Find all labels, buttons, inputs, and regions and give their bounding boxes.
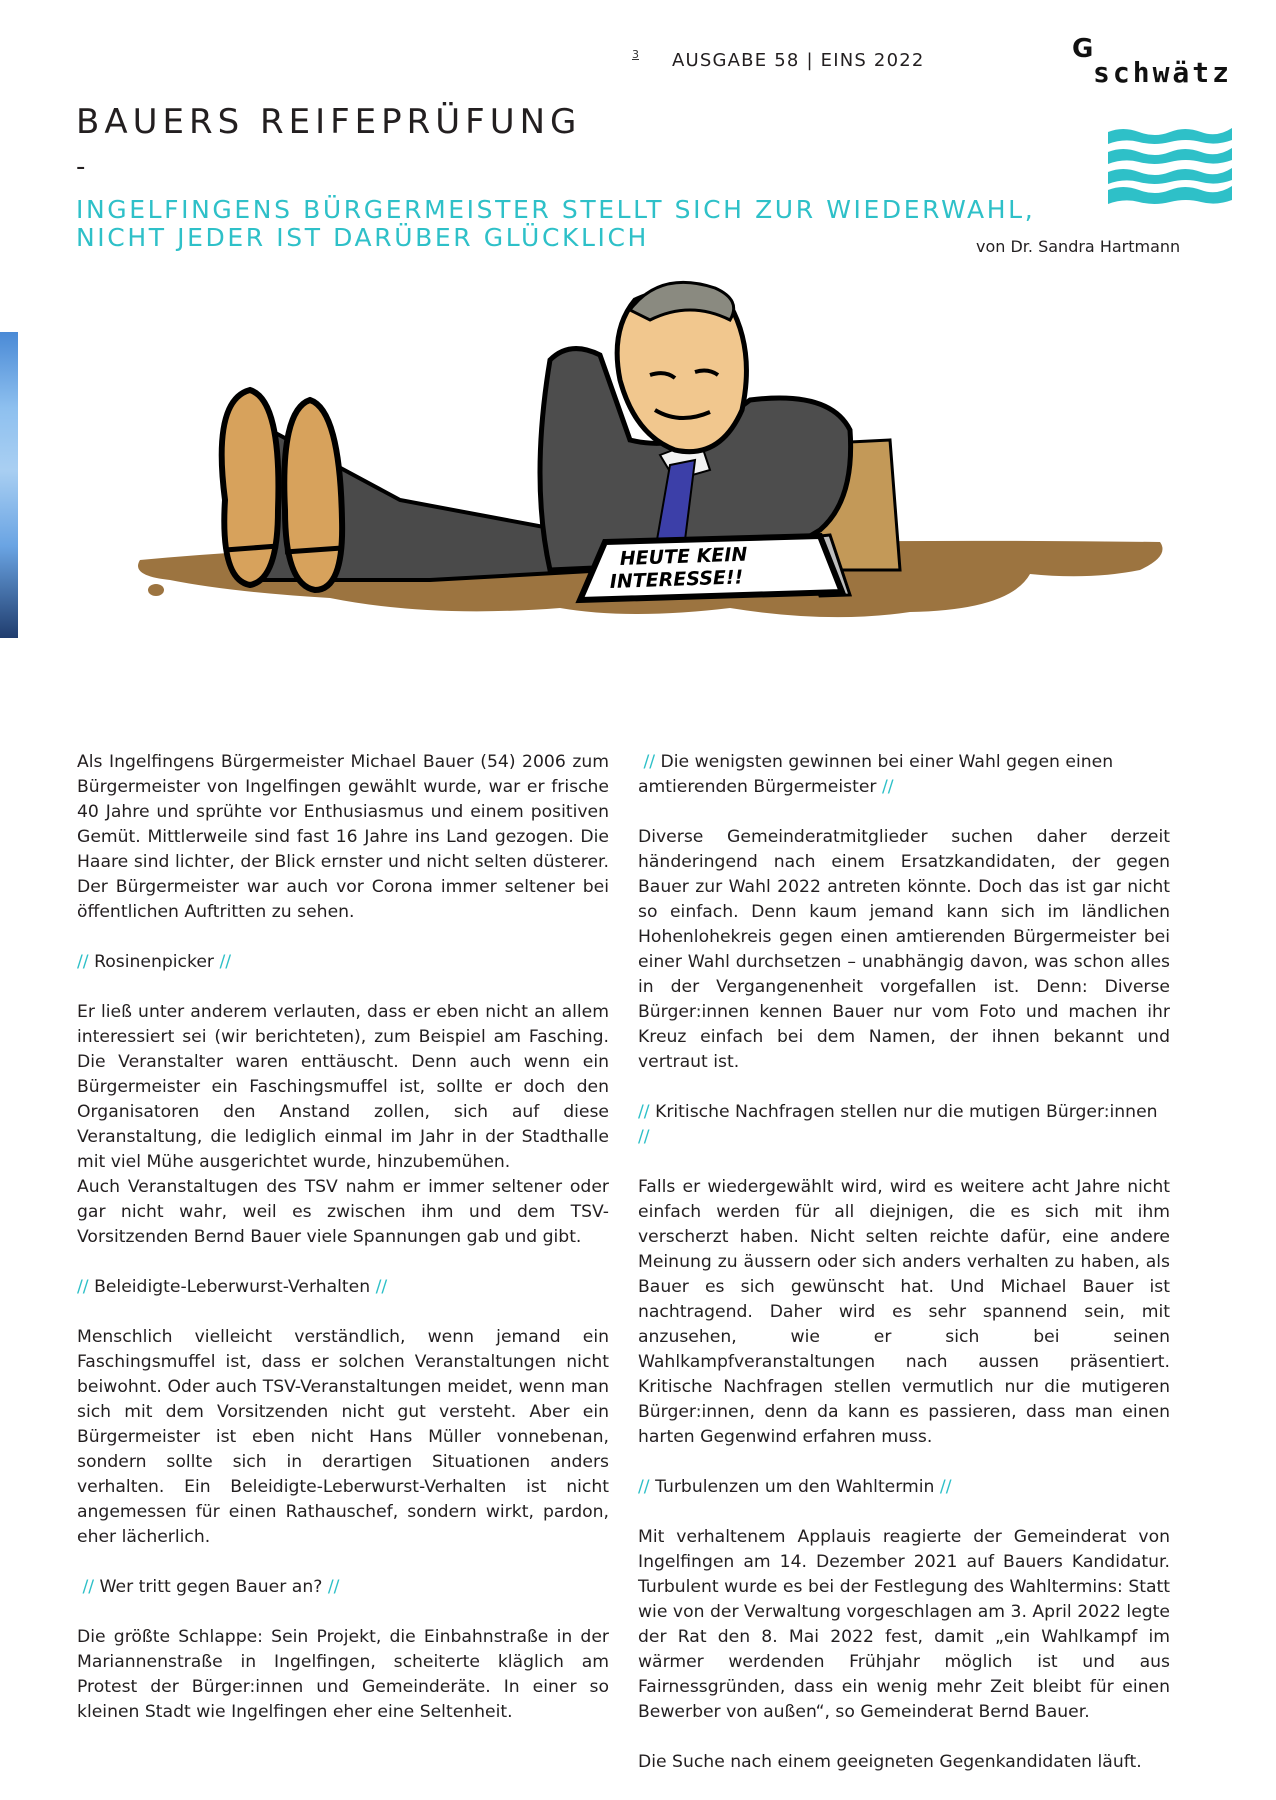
sign-text-line-2: INTERESSE!! [609,566,744,593]
section-heading-wahltermin [638,1475,1170,1500]
section-heading-rosinenpicker [77,950,609,975]
logo-word: schwätz [1093,56,1233,89]
paragraph: Falls er wiedergewählt wird, wird es weitere acht Jahre nicht einfach werden für all diejnigen, die es sich mit ihm verscherzt haben. Nicht selten reichte dafür, eine andere Meinung zu äussern oder sich anders verhalten zu haben, als Bauer es sich gewünscht hat. Und Michael Bauer ist nachtragend. Daher wird es sehr spannend sein, mit anzusehen, wie er sich bei seinen Wahlkampfveranstaltungen nach aussen präsentiert. Kritische Nachfragen stellen vermutlich nur die mutigeren Bürger:innen, denn da kann es passieren, dass man einen harten Gegenwind erfahren muss. [638,1177,1170,1447]
article-column-right [638,750,1170,1800]
page-number: 3 [632,48,639,61]
heading-marker-open: // [82,1577,95,1597]
paragraph: Mit verhaltenem Applauis reagierte der Gemeinderat von Ingelfingen am 14. Dezember 2021 auf Bauers Kandidatur. Turbulent wurde es bei der Festlegung des Wahltermins: Statt wie von der Verwaltung vorgeschlagen am 3. April 2022 legte der Rat den 8. Mai 2022 fest, damit „ein Wahlkampf im wärmer werdenden Frühjahr möglich ist und aus Fairnessgründen, dass ein wenig mehr Zeit bleibt für einen Bewerber von außen“, so Gemeinderat Bernd Bauer. [638,1527,1170,1722]
article-subtitle [76,196,1035,252]
heading-text: Turbulenzen um den Wahltermin [655,1477,935,1497]
paragraph: Auch Veranstaltugen des TSV nahm er immer seltener oder gar nicht wahr, weil es zwischen ihm und dem TSV-Vorsitzenden Bernd Bauer viele Spannungen gab und gibt. [77,1177,609,1247]
cartoon-illustration [130,280,1180,720]
subtitle-line-1: INGELFINGENS BÜRGERMEISTER STELLT SICH ZUR WIEDERWAHL, [76,195,1036,224]
heading-marker-open: // [638,1102,650,1122]
heading-text: Wer tritt gegen Bauer an? [99,1577,323,1597]
shoe-left [222,390,279,585]
paragraph: Diverse Gemeinderatmitglieder suchen daher derzeit händeringend nach einem Ersatzkandidaten, der gegen Bauer zur Wahl 2022 antreten könnte. Doch das ist gar nicht so einfach. Denn kaum jemand kann sich im ländlichen Hohenlohekreis gegen einen amtierenden Bürgermeister bei einer Wahl durchsetzen – unabhängig davon, was schon alles in der Vergangenenheit vorgefallen ist. Denn: Diverse Bürger:innen kennen Bauer nur vom Foto und machen ihr Kreuz einfach bei dem Namen, der ihnen bekannt und vertraut ist. [638,827,1170,1072]
title-separator: - [76,152,86,182]
article-title: BAUERS REIFEPRÜFUNG [76,102,582,142]
heading-marker-open: // [638,1477,650,1497]
waves-icon [1108,128,1232,204]
heading-marker-close: // [219,952,232,972]
section-heading-gegenkandidat [77,1575,609,1600]
heading-marker-close: // [939,1477,952,1497]
paragraph-intro: Als Ingelfingens Bürgermeister Michael Bauer (54) 2006 zum Bürgermeister von Ingelfingen gewählt wurde, war er frische 40 Jahre und sprühte vor Enthusiasmus und einem positiven Gemüt. Mittlerweile sind fast 16 Jahre ins Land gezogen. Die Haare sind lichter, der Blick ernster und nicht selten düsterer. Der Bürgermeister war auch vor Corona immer seltener bei öffentlichen Auftritten zu sehen. [77,752,609,922]
paragraph-closing: Die Suche nach einem geeigneten Gegenkandidaten läuft. [638,1752,1142,1772]
logo-letter: G [1072,34,1094,64]
section-heading-nachfragen [638,1100,1170,1150]
paragraph: Die größte Schlappe: Sein Projekt, die Einbahnstraße in der Mariannenstraße in Ingelfingen, scheiterte kläglich am Protest der Bürger:innen und Gemeinderäte. In einer so kleinen Stadt wie Ingelfingen eher eine Seltenheit. [77,1627,609,1722]
side-photo-edge [0,332,18,638]
heading-text: Die wenigsten gewinnen bei einer Wahl gegen einen amtierenden Bürgermeister [638,752,1114,797]
section-heading-amtierend [638,750,1170,800]
subtitle-line-2: NICHT JEDER IST DARÜBER GLÜCKLICH [76,223,649,252]
heading-text: Rosinenpicker [94,952,214,972]
article-column-left [77,750,609,1750]
heading-marker-open: // [77,1277,89,1297]
heading-text: Kritische Nachfragen stellen nur die mutigen Bürger:innen [655,1102,1158,1122]
heading-marker-open: // [77,952,89,972]
paragraph: Er ließ unter anderem verlauten, dass er eben nicht an allem interessiert sei (wir berichteten), zum Beispiel am Fasching. Die Veranstalter waren enttäuscht. Denn auch wenn ein Bürgermeister ein Faschingsmuffel ist, sollte er doch den Organisatoren den Anstand zollen, sich auf diese Veranstaltung, die lediglich einmal im Jahr in der Stadthalle mit viel Mühe ausgerichtet wurde, hinzubemühen. [77,1002,609,1172]
shoe-right [284,400,342,590]
heading-text: Beleidigte-Leberwurst-Verhalten [94,1277,371,1297]
heading-marker-open: // [643,752,656,772]
sign-text-line-1: HEUTE KEIN [619,543,748,570]
section-heading-leberwurst [77,1275,609,1300]
paragraph: Menschlich vielleicht verständlich, wenn jemand ein Faschingsmuffel ist, dass er solchen Veranstaltungen nicht beiwohnt. Oder auch TSV-Veranstaltungen meidet, wenn man sich mit dem Vorsitzenden nicht gut versteht. Aber ein Bürgermeister ist eben nicht Hans Müller vonnebenan, sondern sollte sich in derartigen Situationen anders verhalten. Ein Beleidigte-Leberwurst-Verhalten ist nicht angemessen für einen Rathauschef, sondern wirkt, pardon, eher lächerlich. [77,1327,609,1547]
issue-label: AUSGABE 58 | EINS 2022 [672,50,925,71]
heading-marker-close: // [638,1127,650,1147]
heading-marker-close: // [375,1277,388,1297]
byline: von Dr. Sandra Hartmann [976,237,1181,256]
heading-marker-close: // [881,777,894,797]
heading-marker-close: // [327,1577,340,1597]
